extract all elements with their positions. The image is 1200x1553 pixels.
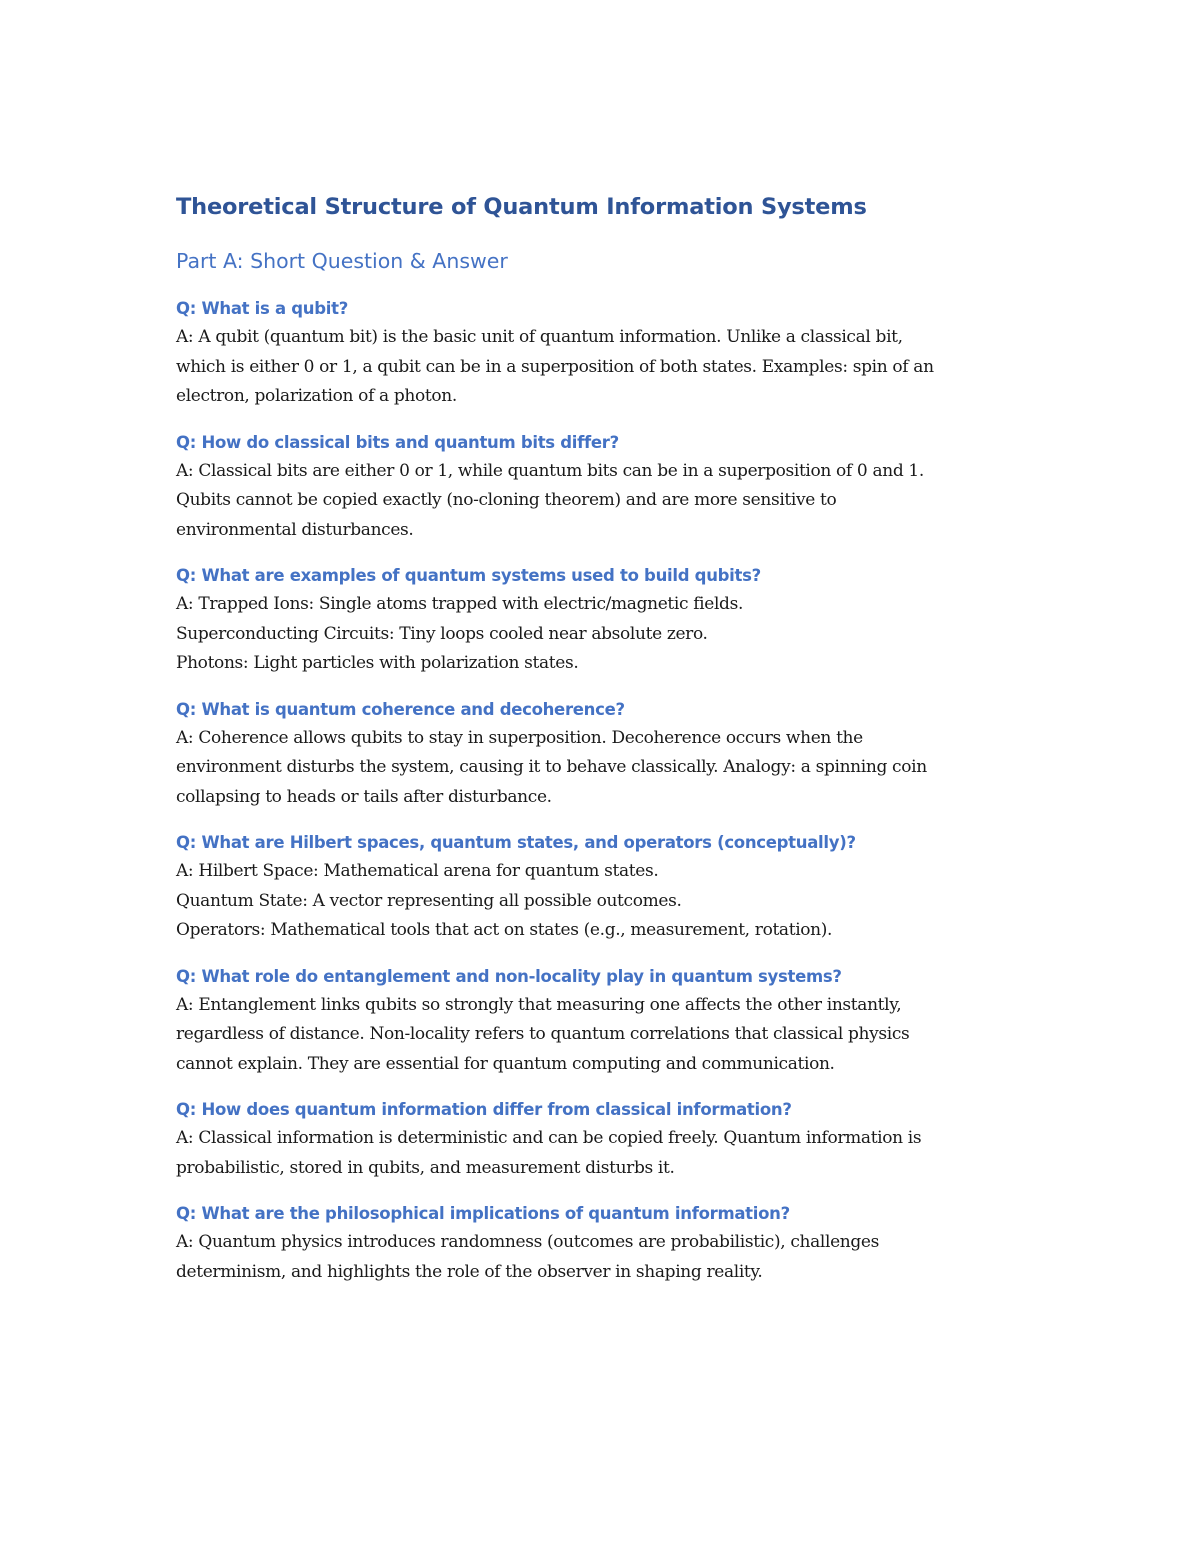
question-heading: Q: What is quantum coherence and decoherence?: [176, 699, 625, 719]
answer-line: cannot explain. They are essential for quantum computing and communication.: [176, 1053, 835, 1074]
question-heading: Q: What is a qubit?: [176, 299, 348, 318]
answer-line: A: Classical information is deterministic and can be copied freely. Quantum information is: [176, 1128, 922, 1148]
answer-text: [176, 991, 1026, 1080]
question-heading: Q: What are the philosophical implications of quantum information?: [176, 1204, 790, 1223]
answer-line: regardless of distance. Non-locality refers to quantum correlations that classical physics: [176, 1024, 910, 1044]
answer-line: Qubits cannot be copied exactly (no-cloning theorem) and are more sensitive to: [176, 490, 837, 510]
answer-line: A: Coherence allows qubits to stay in superposition. Decoherence occurs when the: [176, 727, 863, 748]
qa-item: [176, 695, 1026, 813]
question-heading: Q: What are Hilbert spaces, quantum states, and operators (conceptually)?: [176, 833, 856, 852]
qa-item: [176, 962, 1026, 1080]
answer-text: [176, 1228, 1026, 1287]
question-heading: Q: What role do entanglement and non-locality play in quantum systems?: [176, 966, 842, 986]
answer-line: Photons: Light particles with polarization states.: [176, 653, 579, 673]
answer-text: [176, 323, 1026, 412]
answer-line: A: Entanglement links qubits so strongly that measuring one affects the other instantly,: [176, 994, 902, 1015]
question-heading: Q: What are examples of quantum systems used to build qubits?: [176, 566, 761, 585]
qa-item: [176, 828, 1026, 946]
qa-item: [176, 1095, 1026, 1183]
answer-line: environment disturbs the system, causing it to behave classically. Analogy: a spinning coin: [176, 757, 927, 777]
answer-line: A: A qubit (quantum bit) is the basic unit of quantum information. Unlike a classical bit,: [176, 327, 903, 347]
qa-item: [176, 1199, 1026, 1287]
answer-line: collapsing to heads or tails after disturbance.: [176, 786, 552, 807]
answer-text: [176, 1124, 1026, 1183]
answer-line: which is either 0 or 1, a qubit can be in a superposition of both states. Examples: spin of an: [176, 356, 934, 377]
answer-line: Quantum State: A vector representing all possible outcomes.: [176, 890, 682, 911]
qa-item: [176, 428, 1026, 546]
answer-text: [176, 857, 1026, 946]
answer-text: [176, 457, 1026, 546]
answer-line: A: Hilbert Space: Mathematical arena for quantum states.: [176, 861, 659, 881]
answer-line: A: Quantum physics introduces randomness (outcomes are probabilistic), challenges: [176, 1232, 880, 1252]
qa-item: [176, 294, 1026, 412]
answer-line: electron, polarization of a photon.: [176, 386, 457, 406]
part-heading: Part A: Short Question & Answer: [176, 249, 508, 273]
document-title: Theoretical Structure of Quantum Information Systems: [176, 194, 867, 220]
answer-line: environmental disturbances.: [176, 519, 414, 540]
answer-line: probabilistic, stored in qubits, and measurement disturbs it.: [176, 1157, 675, 1178]
question-heading: Q: How do classical bits and quantum bits differ?: [176, 432, 619, 452]
answer-line: Operators: Mathematical tools that act on states (e.g., measurement, rotation).: [176, 920, 833, 940]
question-heading: Q: How does quantum information differ from classical information?: [176, 1100, 792, 1119]
answer-line: Superconducting Circuits: Tiny loops cooled near absolute zero.: [176, 623, 708, 644]
qa-item: [176, 561, 1026, 679]
answer-line: A: Classical bits are either 0 or 1, while quantum bits can be in a superposition of 0 and 1.: [176, 460, 924, 481]
document-body: [176, 190, 1026, 1287]
answer-line: A: Trapped Ions: Single atoms trapped with electric/magnetic fields.: [176, 594, 744, 614]
answer-text: [176, 590, 1026, 679]
answer-line: determinism, and highlights the role of the observer in shaping reality.: [176, 1261, 763, 1282]
answer-text: [176, 724, 1026, 813]
qa-list: [176, 294, 1026, 1287]
